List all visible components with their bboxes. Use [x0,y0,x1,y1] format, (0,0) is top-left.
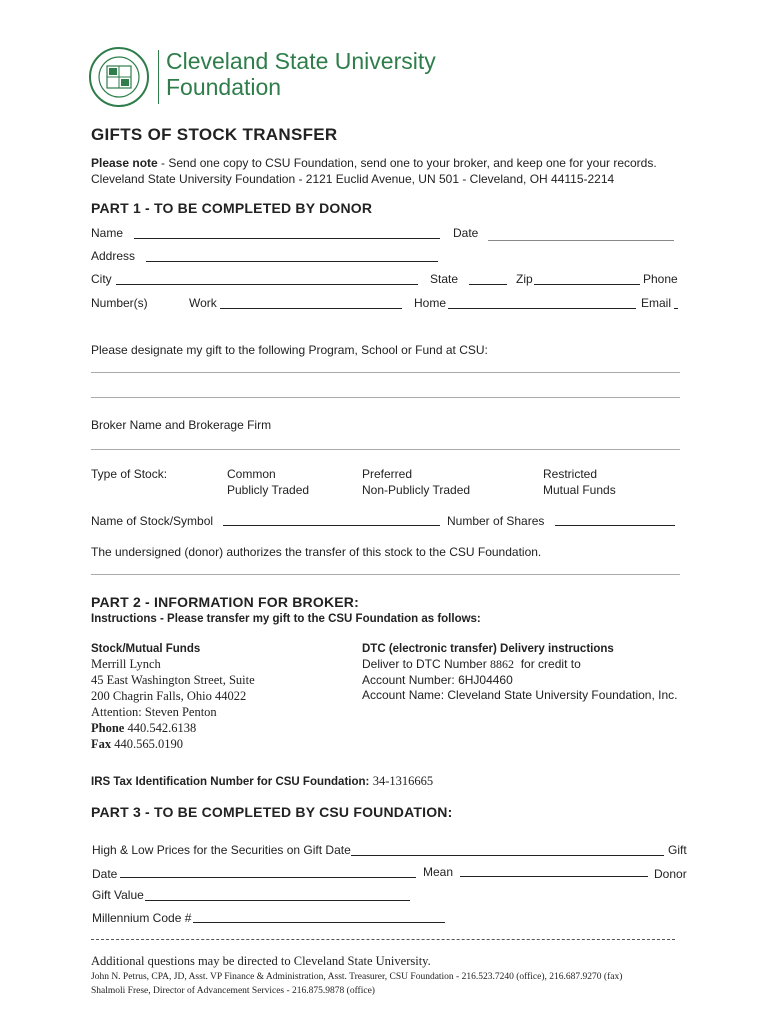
stock-type-non-publicly-traded[interactable]: Non-Publicly Traded [362,483,471,497]
stock-type-restricted[interactable]: Restricted [543,467,598,481]
account-number-line [362,673,513,687]
state-field[interactable] [469,284,507,285]
name-field[interactable] [134,238,440,239]
broker-address-line: 200 Chagrin Falls, Ohio 44022 [91,689,247,703]
gift-label: Gift [668,843,687,857]
mean-label: Mean [423,865,454,879]
gift-value-label: Gift Value [92,888,144,902]
zip-label: Zip [516,272,533,286]
cut-line [91,939,675,940]
address-label: Address [91,249,136,263]
account-number-value: 6HJ04460 [458,673,513,687]
broker-address-block [91,656,255,752]
broker-label: Broker Name and Brokerage Firm [91,418,272,432]
stock-type-common[interactable]: Common [227,467,276,481]
date-field[interactable] [488,240,674,241]
state-label: State [430,272,459,286]
authorize-text: The undersigned (donor) authorizes the transfer of this stock to the CSU Foundation. [91,545,542,559]
stock-type-label: Type of Stock: [91,467,168,481]
mean-field[interactable] [460,876,648,877]
broker-phone-label: Phone [91,721,125,735]
address-field[interactable] [146,261,438,262]
gift-date-field[interactable] [120,877,416,878]
donor-label: Donor [654,867,687,881]
irs-value: 34-1316665 [372,774,434,788]
university-seal-icon [88,46,150,108]
designate-label: Please designate my gift to the following Program, School or Fund at CSU: [91,343,488,357]
numbers-label: Number(s) [91,296,148,310]
irs-line [91,774,433,789]
account-number-label: Account Number: [362,673,455,687]
note-line [91,156,657,170]
donor-signature-field[interactable] [91,574,680,575]
phone-label: Phone [643,272,678,286]
stock-symbol-label: Name of Stock/Symbol [91,514,214,528]
city-field[interactable] [116,284,418,285]
part3-heading: PART 3 - TO BE COMPLETED BY CSU FOUNDATION: [91,804,453,820]
name-label: Name [91,226,124,240]
shares-label: Number of Shares [447,514,545,528]
work-label: Work [189,296,217,310]
broker-field[interactable] [91,449,680,450]
date-label: Date [453,226,479,240]
stock-type-mutual-funds[interactable]: Mutual Funds [543,483,616,497]
org-name-line1: Cleveland State University [166,48,436,74]
designation-line-1[interactable] [91,372,680,373]
gift-date-label: Date [92,867,118,881]
high-low-field[interactable] [351,855,664,856]
broker-address-line: Merrill Lynch [91,657,161,671]
dtc-number: 8862 [490,657,515,671]
page-title: GIFTS OF STOCK TRANSFER [91,125,338,144]
high-low-label: High & Low Prices for the Securities on Gift Date [92,843,351,857]
designation-line-2[interactable] [91,397,680,398]
note-label: Please note [91,156,158,170]
logo-divider [158,50,159,104]
account-name: Account Name: Cleveland State University Foundation, Inc. [362,688,678,702]
broker-address-line: Attention: Steven Penton [91,705,217,719]
shares-field[interactable] [555,525,675,526]
stock-symbol-field[interactable] [223,525,440,526]
home-phone-field[interactable] [448,308,636,309]
dtc-heading: DTC (electronic transfer) Delivery instructions [362,643,614,655]
zip-field[interactable] [534,284,640,285]
dtc-deliver-line [362,657,581,671]
email-label: Email [641,296,672,310]
millennium-code-field[interactable] [193,922,445,923]
part1-heading: PART 1 - TO BE COMPLETED BY DONOR [91,200,373,216]
work-phone-field[interactable] [220,308,402,309]
note-text: - Send one copy to CSU Foundation, send one to your broker, and keep one for your records. [157,156,657,170]
broker-fax-label: Fax [91,737,112,751]
org-name-line2: Foundation [166,74,282,100]
dtc-credit-text: for credit to [520,657,581,671]
gift-value-field[interactable] [145,900,410,901]
email-field[interactable] [674,308,678,309]
footer-contact-1: John N. Petrus, CPA, JD, Asst. VP Finance & Administration, Asst. Treasurer, CSU Foundation - 216.523.7240 (office), 216.687.9270 (fax) [91,972,623,982]
irs-label: IRS Tax Identification Number for CSU Foundation: [91,776,370,788]
broker-phone-value: 440.542.6138 [127,721,197,735]
stock-funds-heading: Stock/Mutual Funds [91,643,201,655]
broker-phone [91,720,255,736]
stock-type-publicly-traded[interactable]: Publicly Traded [227,483,310,497]
broker-address-line: 45 East Washington Street, Suite [91,673,255,687]
millennium-code-label: Millennium Code # [92,911,192,925]
foundation-address: Cleveland State University Foundation - 2121 Euclid Avenue, UN 501 - Cleveland, OH 44115-2214 [91,172,615,186]
city-label: City [91,272,112,286]
stock-type-preferred[interactable]: Preferred [362,467,413,481]
footer-questions: Additional questions may be directed to Cleveland State University. [91,954,431,968]
csu-foundation-logo [88,46,448,108]
broker-fax [91,736,255,752]
broker-fax-value: 440.565.0190 [114,737,184,751]
part2-heading: PART 2 - INFORMATION FOR BROKER: [91,594,359,610]
footer-contact-2: Shalmoli Frese, Director of Advancement Services - 216.875.9878 (office) [91,986,375,996]
home-label: Home [414,296,447,310]
dtc-deliver-label: Deliver to DTC Number [362,657,487,671]
part2-instructions: Instructions - Please transfer my gift to the CSU Foundation as follows: [91,613,481,625]
